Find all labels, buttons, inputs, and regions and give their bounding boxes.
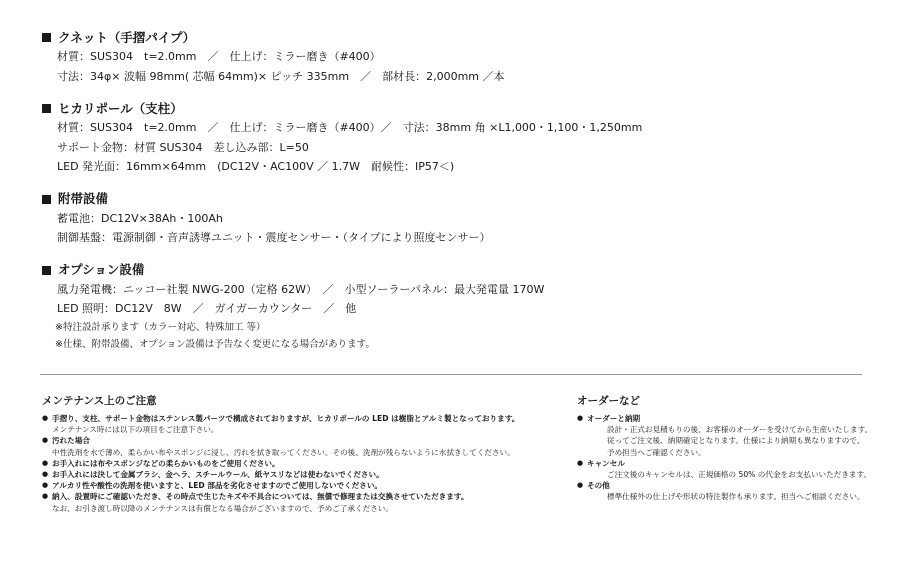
square-bullet-icon	[42, 195, 51, 204]
spec-line: 材質：SUS304 t=2.0mm ／ 仕上げ：ミラー磨き（#400）／ 寸法：38mm 角 ×L1,000・1,100・1,250mm	[57, 121, 643, 134]
list-item-heading: ● 手摺り、支柱、サポート金物はステンレス製パーツで構成されておりますが、ヒカリポールの LED は樹脂とアルミ製となっております。	[42, 413, 562, 424]
section-title	[42, 261, 862, 280]
list-item-text: 中性洗剤を水で薄め、柔らかい布やスポンジに浸し、汚れを拭き取ってください。その後、洗剤が残らないように水拭きしてください。	[52, 447, 515, 457]
list-item-text: メンテナンス時には以下の項目をご注意下さい。	[52, 425, 219, 435]
list-item-text: なお、お引き渡し時以降のメンテナンスは有償となる場合がございますので、予めご了承ください。	[52, 503, 393, 513]
list-item-heading: ● 汚れた場合	[42, 435, 562, 446]
section-title	[42, 190, 862, 209]
section-options	[42, 261, 862, 353]
spec-line: 寸法：34φ× 波幅 98mm( 芯幅 64mm)× ピッチ 335mm ／ 部材長：2,000mm ／本	[57, 69, 505, 83]
square-bullet-icon	[42, 104, 51, 113]
list-item-heading: ● その他	[577, 480, 877, 491]
list-item-heading: ● お手入れには決して金属ブラシ、金ヘラ、スチールウール、紙ヤスリなどは使わないでください。	[42, 469, 562, 480]
maintenance-list	[42, 413, 562, 514]
spec-line: LED 照明：DC12V 8W ／ ガイガーカウンター ／ 他	[57, 302, 357, 315]
section-hikari-pole	[42, 99, 862, 177]
list-item-heading: ● 納入、設置時にご確認いただき、その時点で生じたキズや不具合については、無償で修理または交換させていただきます。	[42, 491, 562, 502]
spec-line: 蓄電池：DC12V×38Ah・100Ah	[57, 211, 223, 225]
spec-line: サポート金物：材質 SUS304 差し込み部：L=50	[57, 140, 309, 154]
list-item-text: ご注文後のキャンセルは、正規価格の 50% の代金をお支払いいただきます。	[607, 470, 872, 480]
section-title-text: ヒカリポール（支柱）	[58, 100, 183, 116]
list-item-text: 設計・正式お見積もりの後、お客様のオーダーを受けてから生産いたします。	[607, 425, 873, 435]
section-title	[42, 99, 862, 118]
square-bullet-icon	[42, 266, 51, 275]
list-item-heading: ● キャンセル	[577, 458, 877, 469]
section-title-text: クネット（手摺パイプ）	[58, 29, 196, 45]
section-title	[42, 28, 862, 47]
list-item-text: 標準仕様外の仕上げや形状の特注製作も承ります。担当へご相談ください。	[607, 492, 865, 502]
list-item-heading: ● お手入れには布やスポンジなどの柔らかいものをご使用ください。	[42, 458, 562, 469]
spec-sections	[42, 28, 862, 366]
section-title-text: 附帯設備	[58, 191, 109, 206]
maintenance-title: メンテナンス上のご注意	[42, 395, 157, 407]
section-title-text: オプション設備	[58, 262, 145, 277]
list-item-text: 予め担当へご確認ください。	[607, 447, 706, 457]
section-kunet	[42, 28, 862, 86]
spec-line: 風力発電機：ニッコー社製 NWG-200（定格 62W） ／ 小型ソーラーパネル：最大発電量 170W	[57, 282, 545, 296]
section-divider	[40, 374, 862, 375]
spec-note: ※仕様、附帯設備、オプション設備は予告なく変更になる場合があります。	[55, 338, 375, 350]
spec-line: 制御基盤：電源制御・音声誘導ユニット・震度センサー・（タイプにより照度センサー）	[57, 231, 491, 244]
list-item-text: 従ってご注文後、納期確定となります。仕様により納期も異なりますので、	[607, 436, 865, 446]
square-bullet-icon	[42, 33, 51, 42]
section-accessories	[42, 190, 862, 248]
list-item-heading: ● アルカリ性や酸性の洗剤を使いますと、LED 部品を劣化させますのでご使用しないでください。	[42, 480, 562, 491]
list-item-heading: ● オーダーと納期	[577, 413, 877, 424]
spec-line: 材質：SUS304 t=2.0mm ／ 仕上げ：ミラー磨き（#400）	[57, 50, 381, 63]
spec-line: LED 発光面：16mm×64mm (DC12V・AC100V ／ 1.7W 耐候性：IP57＜)	[57, 160, 455, 173]
spec-note: ※特注設計承ります（カラー対応、特殊加工 等）	[55, 321, 266, 333]
order-title: オーダーなど	[577, 395, 640, 407]
order-list	[577, 413, 877, 503]
